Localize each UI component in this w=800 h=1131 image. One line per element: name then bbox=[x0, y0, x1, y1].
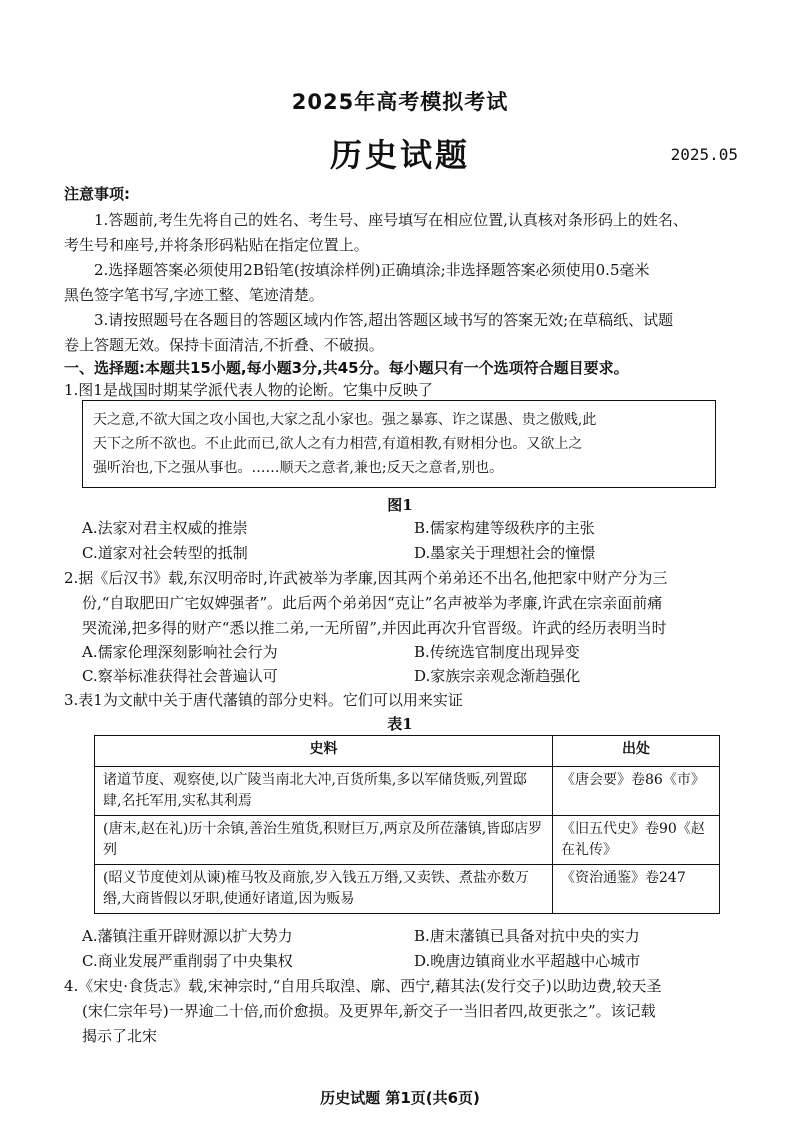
q3-option-c[interactable]: C.商业发展严重削弱了中央集权 bbox=[82, 952, 293, 970]
exam-title: 2025年高考模拟考试 bbox=[291, 90, 509, 114]
q1-option-c[interactable]: C.道家对社会转型的抵制 bbox=[82, 544, 248, 562]
figure-caption: 图1 bbox=[387, 496, 413, 514]
quote-line: 强听治也,下之强从事也。……顺天之意者,兼也;反天之意者,别也。 bbox=[93, 460, 504, 476]
notice-line: 3.请按照题号在各题目的答题区域内作答,超出答题区域书写的答案无效;在草稿纸、试题 bbox=[94, 311, 674, 329]
quote-line: 天之意,不欲大国之攻小国也,大家之乱小家也。强之暴寡、诈之谋愚、贵之傲贱,此 bbox=[93, 412, 597, 428]
table-cell: 诸道节度、观察使,以广陵当南北大冲,百货所集,多以军储货贩,列置邸肆,名托军用,实私其利焉 bbox=[95, 767, 553, 816]
q1-quote-box bbox=[82, 400, 716, 488]
table-cell: (唐末,赵在礼)历十余镇,善治生殖货,积财巨万,两京及所莅藩镇,皆邸店罗列 bbox=[95, 816, 553, 865]
table-cell: 《资治通鉴》卷247 bbox=[553, 865, 720, 914]
notice-line: 黑色签字笔书写,字迹工整、笔迹清楚。 bbox=[64, 286, 324, 304]
q3-option-a[interactable]: A.藩镇注重开辟财源以扩大势力 bbox=[82, 927, 293, 945]
exam-date: 2025.05 bbox=[670, 145, 738, 164]
table-cell: 《唐会要》卷86《市》 bbox=[553, 767, 720, 816]
q1-option-b[interactable]: B.儒家构建等级秩序的主张 bbox=[414, 519, 595, 537]
question-2-stem: 哭流涕,把多得的财产“悉以推二弟,一无所留”,并因此再次升官晋级。许武的经历表明当时 bbox=[82, 619, 667, 637]
question-2-stem: 份,“自取肥田广宅奴婢强者”。此后两个弟弟因“克让”名声被举为孝廉,许武在宗亲面前痛 bbox=[82, 594, 663, 612]
table-row bbox=[95, 865, 720, 914]
question-4-stem: (宋仁宗年号)一界逾二十倍,而价愈损。及更界年,新交子一当旧者四,故更张之”。该记载 bbox=[82, 1002, 656, 1020]
table-caption: 表1 bbox=[387, 715, 413, 733]
q1-option-d[interactable]: D.墨家关于理想社会的憧憬 bbox=[414, 544, 596, 562]
section-heading: 一、选择题:本题共15小题,每小题3分,共45分。每小题只有一个选项符合题目要求。 bbox=[64, 359, 629, 377]
question-4-stem: 4.《宋史·食货志》载,宋神宗时,“自用兵取湟、廓、西宁,藉其法(发行交子)以助边费,较天圣 bbox=[64, 977, 662, 995]
question-2-stem: 2.据《后汉书》载,东汉明帝时,许武被举为孝廉,因其两个弟弟还不出名,他把家中财产分为三 bbox=[64, 569, 668, 587]
q2-option-d[interactable]: D.家族宗亲观念渐趋强化 bbox=[414, 667, 581, 685]
quote-line: 天下之所不欲也。不止此而已,欲人之有力相营,有道相教,有财相分也。又欲上之 bbox=[93, 436, 583, 452]
q3-option-b[interactable]: B.唐末藩镇已具备对抗中央的实力 bbox=[414, 927, 640, 945]
q1-option-a[interactable]: A.法家对君主权威的推崇 bbox=[82, 519, 248, 537]
q2-option-c[interactable]: C.察举标准获得社会普遍认可 bbox=[82, 667, 278, 685]
notice-line: 考生号和座号,并将条形码粘贴在指定位置上。 bbox=[64, 236, 369, 254]
notice-line: 2.选择题答案必须使用2B铅笔(按填涂样例)正确填涂;非选择题答案必须使用0.5毫米 bbox=[94, 261, 650, 279]
q3-table bbox=[94, 735, 720, 914]
table-cell: (昭义节度使刘从谏)榷马牧及商旅,岁入钱五万缗,又卖铁、煮盐亦数万缗,大商皆假以牙职,使通好诸道,因为贩易 bbox=[95, 865, 553, 914]
q2-option-b[interactable]: B.传统选官制度出现异变 bbox=[414, 643, 580, 661]
table-row bbox=[95, 767, 720, 816]
q3-option-d[interactable]: D.晚唐边镇商业水平超越中心城市 bbox=[414, 952, 641, 970]
page-footer: 历史试题 第1页(共6页) bbox=[320, 1089, 480, 1107]
notice-line: 1.答题前,考生先将自己的姓名、考生号、座号填写在相应位置,认真核对条形码上的姓名、 bbox=[94, 211, 688, 229]
q2-option-a[interactable]: A.儒家伦理深刻影响社会行为 bbox=[82, 643, 278, 661]
notice-line: 卷上答题无效。保持卡面清洁,不折叠、不破损。 bbox=[64, 336, 384, 354]
notice-heading: 注意事项: bbox=[64, 185, 130, 203]
subject-title: 历史试题 bbox=[329, 136, 470, 174]
table-row bbox=[95, 816, 720, 865]
question-3-stem: 3.表1为文献中关于唐代藩镇的部分史料。它们可以用来实证 bbox=[64, 691, 463, 709]
table-header-source: 出处 bbox=[553, 736, 720, 767]
question-1-stem: 1.图1是战国时期某学派代表人物的论断。它集中反映了 bbox=[64, 381, 433, 399]
question-4-stem: 揭示了北宋 bbox=[82, 1027, 158, 1045]
table-header-source-text: 史料 bbox=[95, 736, 553, 767]
table-cell: 《旧五代史》卷90《赵在礼传》 bbox=[553, 816, 720, 865]
